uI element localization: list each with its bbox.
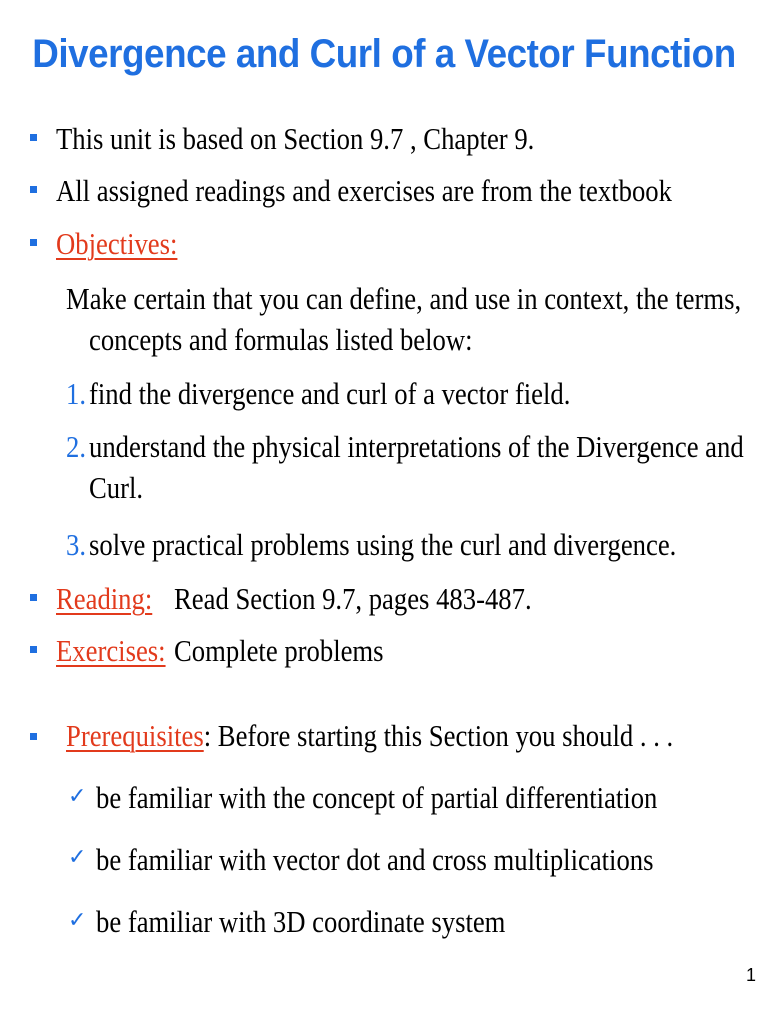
slide-title: Divergence and Curl of a Vector Function <box>32 32 736 76</box>
prerequisites-label: Prerequisites <box>66 718 204 753</box>
bullet-marker <box>30 733 37 740</box>
objective-text: Curl. <box>89 470 144 505</box>
check-item: be familiar with 3D coordinate system <box>96 904 506 939</box>
prerequisites-text: : Before starting this Section you should . . . <box>203 718 674 753</box>
objective-number: 1. <box>66 376 86 411</box>
objective-text: find the divergence and curl of a vector field. <box>89 376 571 411</box>
check-icon: ✓ <box>68 845 87 870</box>
exercises-text: Complete problems <box>174 633 384 668</box>
prerequisites-line <box>66 718 673 754</box>
bullet-marker <box>30 186 37 193</box>
objectives-intro: Make certain that you can define, and use in context, the terms, <box>66 281 742 316</box>
page-number: 1 <box>745 965 756 985</box>
exercises-label: Exercises: <box>56 633 166 668</box>
bullet-text: All assigned readings and exercises are from the textbook <box>56 173 672 208</box>
bullet-text: This unit is based on Section 9.7 , Chapter 9. <box>56 121 535 156</box>
objectives-intro: concepts and formulas listed below: <box>89 322 473 357</box>
check-icon: ✓ <box>68 784 87 809</box>
objective-number: 3. <box>66 527 86 562</box>
objective-number: 2. <box>66 429 86 464</box>
objective-text: understand the physical interpretations of the Divergence and <box>89 429 744 464</box>
reading-label: Reading: <box>56 581 153 616</box>
check-item: be familiar with vector dot and cross multiplications <box>96 842 654 877</box>
bullet-marker <box>30 646 37 653</box>
objectives-label: Objectives: <box>56 226 178 261</box>
check-icon: ✓ <box>68 908 87 933</box>
bullet-marker <box>30 594 37 601</box>
reading-text: Read Section 9.7, pages 483-487. <box>174 581 532 616</box>
objective-text: solve practical problems using the curl and divergence. <box>89 527 677 562</box>
bullet-marker <box>30 134 37 141</box>
bullet-marker <box>30 239 37 246</box>
check-item: be familiar with the concept of partial differentiation <box>96 780 658 815</box>
